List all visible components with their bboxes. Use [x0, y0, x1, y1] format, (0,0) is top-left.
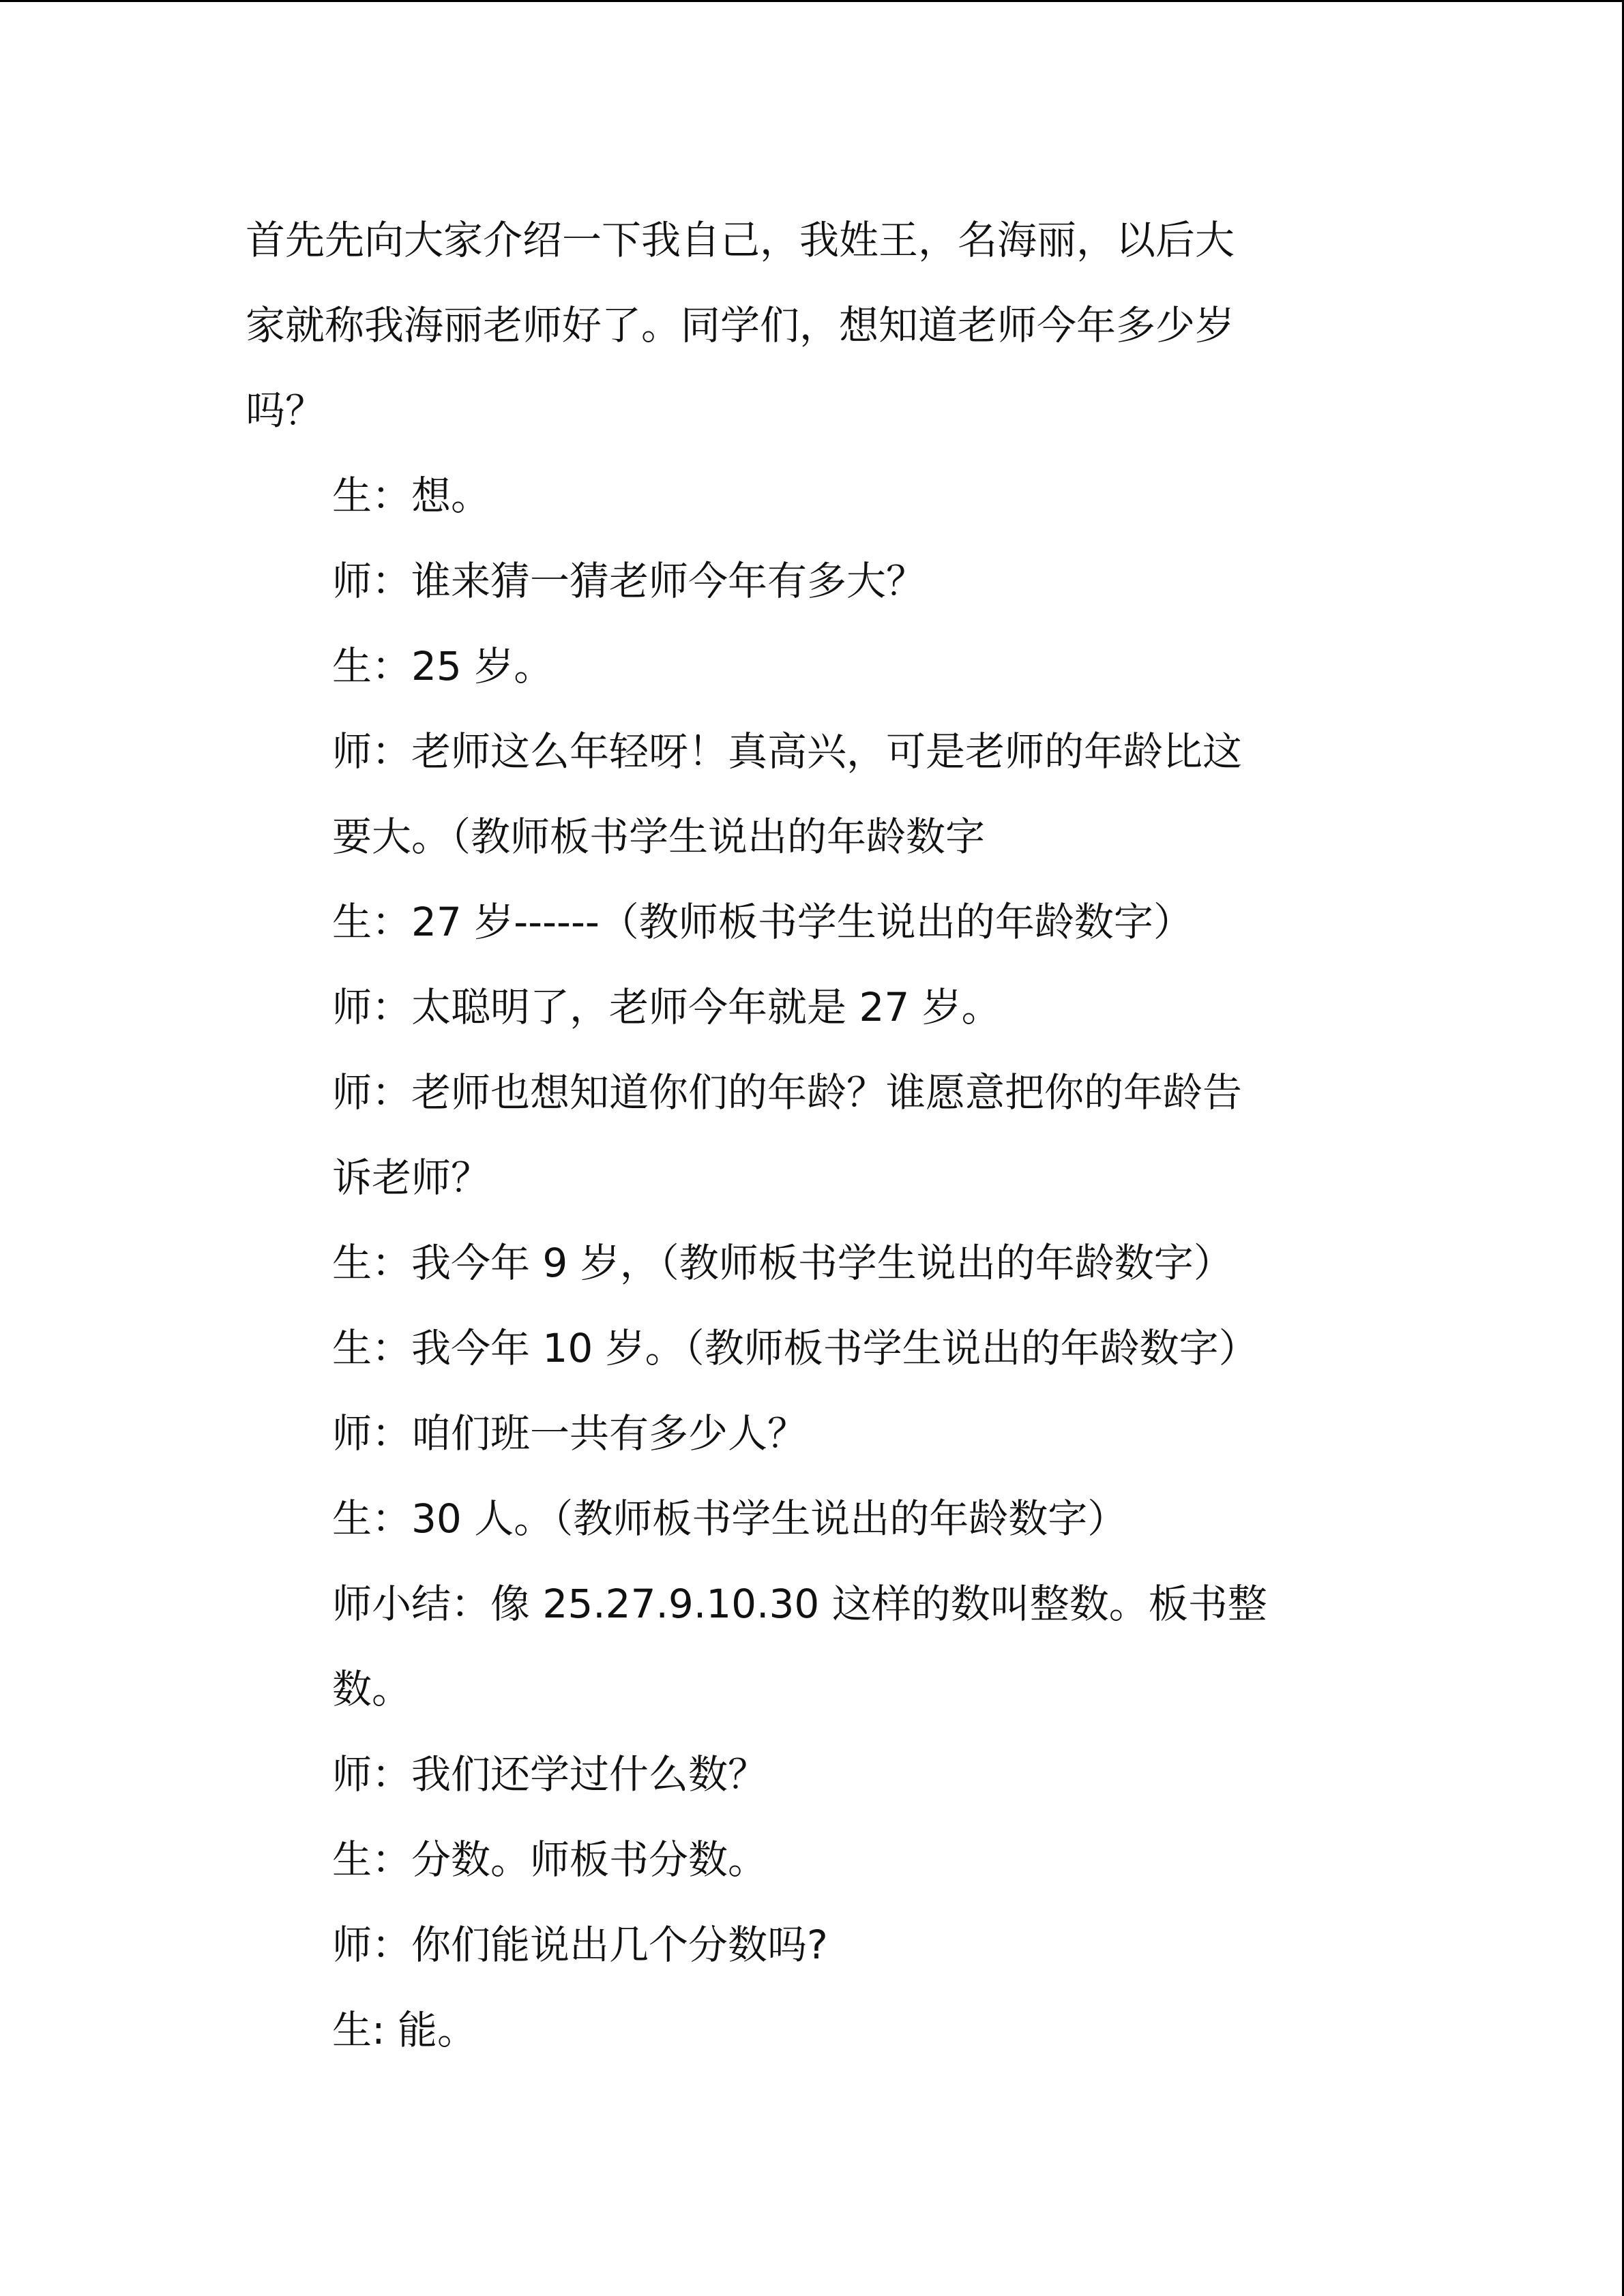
paragraph: [246, 1903, 1337, 1988]
paragraph: [246, 198, 1337, 453]
text-line: 师：咱们班一共有多少人？: [332, 1410, 808, 1457]
document-body: [246, 198, 1337, 2073]
text-line: 师：你们能说出几个分数吗?: [332, 1922, 828, 1968]
text-line: 生：我今年 10 岁。（教师板书学生说出的年龄数字）: [332, 1325, 1258, 1371]
text-line: 生: 能。: [332, 2007, 477, 2053]
text-line: 要大。（教师板书学生说出的年龄数字: [332, 814, 986, 860]
paragraph: [246, 1817, 1337, 1903]
paragraph: [246, 1391, 1337, 1476]
paragraph: [246, 880, 1337, 965]
text-line: 师：谁来猜一猜老师今年有多大？: [332, 558, 926, 604]
paragraph: [246, 624, 1337, 709]
text-line: 生：我今年 9 岁，（教师板书学生说出的年龄数字）: [332, 1240, 1233, 1286]
text-line: 师：老师这么年轻呀！真高兴，可是老师的年龄比这: [332, 728, 1243, 775]
text-line: 生：分数。师板书分数。: [332, 1836, 768, 1883]
text-line: 师：我们还学过什么数？: [332, 1751, 768, 1798]
text-line: 生：27 岁------（教师板书学生说出的年龄数字）: [332, 899, 1193, 945]
paragraph: [246, 1306, 1337, 1391]
paragraph: [246, 539, 1337, 624]
paragraph: [246, 1221, 1337, 1306]
text-line: 生：想。: [332, 473, 491, 519]
paragraph: [246, 1732, 1337, 1817]
paragraph: [246, 965, 1337, 1050]
text-line: 诉老师？: [332, 1154, 491, 1201]
text-line: 生：25 岁。: [332, 643, 554, 689]
text-line: 生：30 人。（教师板书学生说出的年龄数字）: [332, 1495, 1127, 1542]
text-line: 数。: [332, 1666, 412, 1712]
paragraph: [246, 453, 1337, 539]
text-line: 师：太聪明了，老师今年就是 27 岁。: [332, 984, 1001, 1030]
paragraph: [246, 1050, 1337, 1221]
paragraph: [246, 1988, 1337, 2073]
text-line: 家就称我海丽老师好了。同学们，想知道老师今年多少岁: [246, 302, 1235, 348]
paragraph: [246, 709, 1337, 880]
paragraph: [246, 1476, 1337, 1562]
text-line: 师：老师也想知道你们的年龄？谁愿意把你的年龄告: [332, 1069, 1243, 1116]
text-line: 吗？: [246, 387, 325, 434]
text-line: 师小结：像 25.27.9.10.30 这样的数叫整数。板书整: [332, 1581, 1267, 1627]
paragraph: [246, 1562, 1337, 1732]
text-line: 首先先向大家介绍一下我自己，我姓王，名海丽，以后大: [246, 217, 1235, 263]
